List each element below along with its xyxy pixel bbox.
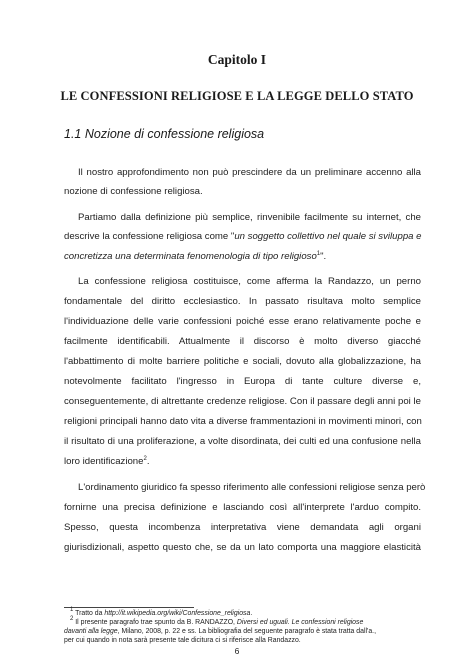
text-line: fondamentale del diritto ecclesiastico. In passato risultava molto semplice: [64, 296, 421, 307]
text-span: ".: [320, 251, 327, 262]
text-line: notevolmente facilitato l'ingresso in Europa di tante culture diverse e,: [64, 376, 421, 387]
text-line: giurisdizionali, aspetto questo che, se da un lato comporta una maggiore elasticità: [64, 542, 421, 553]
text-line: conseguentemente, di altrettante credenze religiose. Con il passare degli anni poi le: [64, 396, 421, 407]
text-line: fornirne una precisa definizione e lasciando così all'interprete l'arduo compito.: [64, 502, 421, 513]
text-line: La confessione religiosa costituisce, come afferma la Randazzo, un perno: [78, 276, 421, 287]
footnote-text: Il presente paragrafo trae spunto da B. RANDAZZO,: [75, 619, 237, 626]
footnote-ref-2[interactable]: 2: [143, 456, 147, 462]
text-line: [64, 251, 421, 263]
footnote-2-line-2: [64, 627, 421, 636]
text-span: descrive la confessione religiosa come ": [64, 231, 235, 242]
text-line: l'individuazione delle varie confessioni poiché esse erano relativamente poche e: [64, 316, 421, 327]
chapter-title: LE CONFESSIONI RELIGIOSE E LA LEGGE DELLO STATO: [60, 89, 414, 103]
footnote-text: .: [250, 610, 253, 617]
quote-span: concretizza una determinata fenomenologia di tipo religioso: [64, 251, 317, 262]
footnote-2: [70, 618, 427, 627]
section-heading: 1.1 Nozione di confessione religiosa: [64, 127, 265, 141]
footnote-title: davanti alla legge: [64, 628, 118, 635]
text-line: L'ordinamento giuridico fa spesso riferimento alle confessioni religiose senza però: [78, 482, 426, 493]
text-line: religioni principali hanno dato vita a diverse frammentazioni in movimenti minori, con: [64, 416, 422, 427]
text-line: Spesso, questa incombenza interpretativa viene demandata agli organi: [64, 522, 421, 533]
text-line: il risultato di una proliferazione, a volte disordinata, dei culti ed una confusione nella: [64, 436, 421, 447]
footnote-ref-1[interactable]: 1: [316, 251, 321, 257]
footnote-1: [70, 609, 427, 618]
footnote-link[interactable]: http://it.wikipedia.org/wiki/Confessione_religiosa: [104, 610, 251, 617]
text-line: facilmente identificabili. Attualmente il discorso è molto diverso giacché: [64, 336, 421, 347]
footnote-text: Tratto da: [75, 610, 105, 617]
footnote-text: , Milano, 2008, p. 22 e ss. La bibliografia del seguente paragrafo è stata tratta dall'a.,: [117, 628, 376, 635]
footnote-mark: 2: [70, 616, 74, 622]
text-line: Il nostro approfondimento non può prescindere da un preliminare accenno alla: [78, 167, 421, 178]
text-line: [64, 231, 421, 243]
footnote-title: Diversi ed uguali. Le confessioni religiose: [236, 619, 364, 626]
footnote-divider: [64, 607, 194, 608]
text-line: l'abbattimento di molte barriere politiche e sociali, dovuto alla globalizzazione, ha: [64, 356, 421, 367]
page-number: 6: [234, 646, 240, 656]
text-span: .: [146, 456, 150, 467]
footnote-mark: 1: [70, 607, 74, 613]
text-line: nozione di confessione religiosa.: [64, 186, 203, 197]
chapter-label: Capitolo I: [207, 52, 267, 67]
text-span: loro identificazione: [64, 456, 144, 467]
footnote-2-line-3: per cui quando in nota sarà presente tale dicitura ci si riferisce alla Randazzo.: [64, 637, 301, 644]
text-line: Partiamo dalla definizione più semplice, rinvenibile facilmente su internet, che: [78, 212, 421, 223]
quote-span: un soggetto collettivo nel quale si sviluppa e: [234, 231, 422, 242]
text-line: [64, 456, 421, 468]
